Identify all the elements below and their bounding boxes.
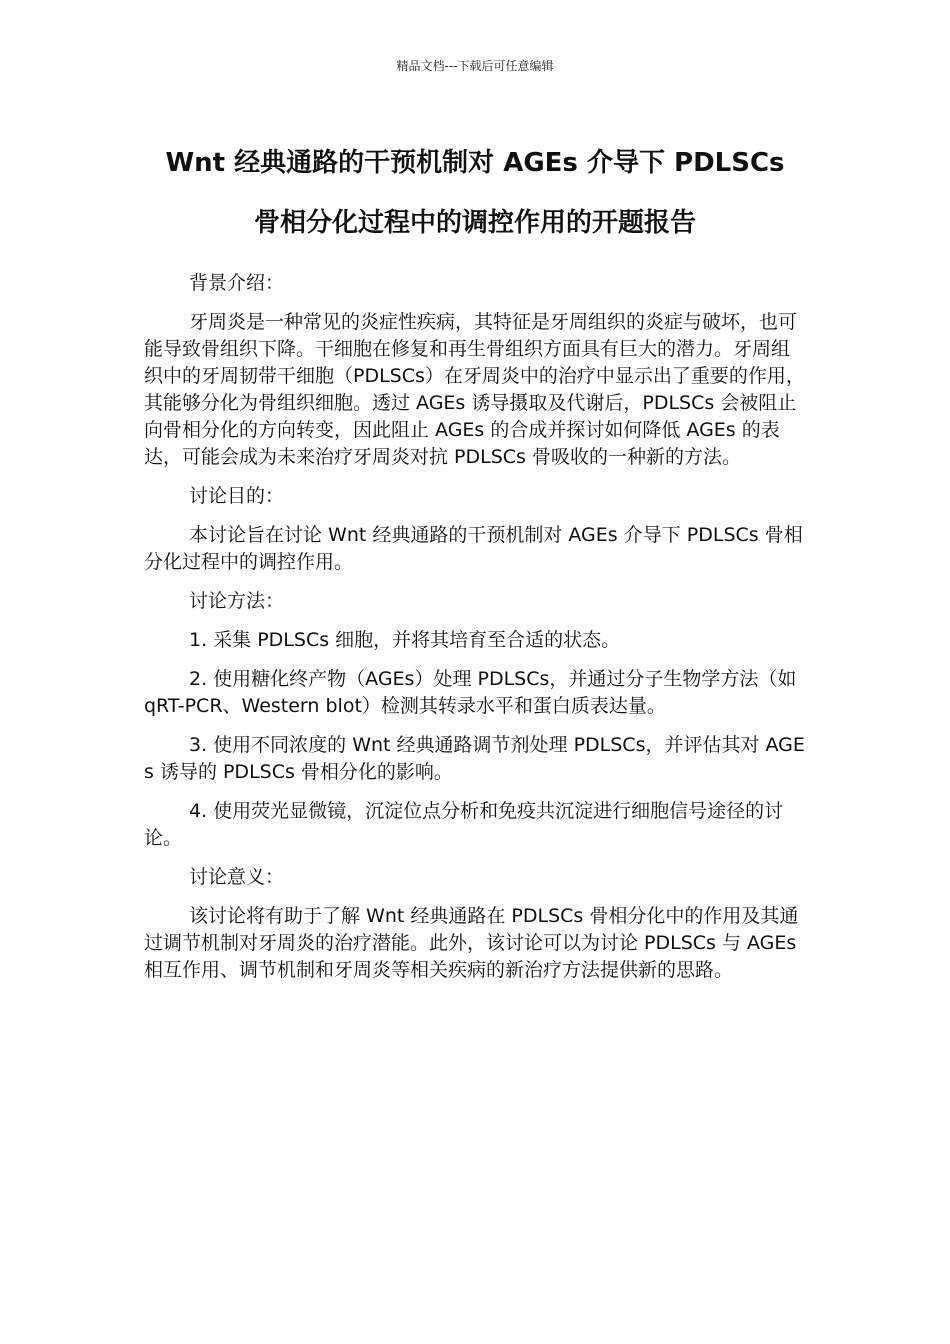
method-heading: 讨论方法： [189,590,285,612]
method-item-1: 1. 采集 PDLSCs 细胞，并将其培育至合适的状态。 [189,629,621,651]
significance-paragraph: 该讨论将有助于了解 Wnt 经典通路在 PDLSCs 骨相分化中的作用及其通过调节机制对牙周炎的治疗潜能。此外，该讨论可以为讨论 PDLSCs 与 AGEs 相互作用、调节机制和牙周炎等相关疾病的新治疗方法提供新的思路。 [144,905,799,981]
significance-heading: 讨论意义： [189,866,285,888]
method-item-2: 2. 使用糖化终产物（AGEs）处理 PDLSCs，并通过分子生物学方法（如 qRT-PCR、Western blot）检测其转录水平和蛋白质表达量。 [144,668,797,717]
background-heading: 背景介绍： [189,272,285,294]
document-body [144,270,808,996]
title-line-1: Wnt 经典通路的干预机制对 AGEs 介导下 PDLSCs [165,148,785,178]
purpose-heading: 讨论目的： [189,485,285,507]
purpose-paragraph: 本讨论旨在讨论 Wnt 经典通路的干预机制对 AGEs 介导下 PDLSCs 骨相分化过程中的调控作用。 [144,524,803,573]
document-title [100,133,850,253]
page-header: 精品文档---下载后可任意编辑 [396,59,554,73]
method-item-4: 4. 使用荧光显微镜，沉淀位点分析和免疫共沉淀进行细胞信号途径的讨论。 [144,800,784,849]
background-paragraph: 牙周炎是一种常见的炎症性疾病，其特征是牙周组织的炎症与破坏，也可能导致骨组织下降。干细胞在修复和再生骨组织方面具有巨大的潜力。牙周组织中的牙周韧带干细胞（PDLSCs）在牙周炎中的治疗中显示出了重要的作用，其能够分化为骨组织细胞。透过 AGEs 诱导摄取及代谢后，PDLSCs 会被阻止向骨相分化的方向转变，因此阻止 AGEs 的合成并探讨如何降低 AGEs 的表达，可能会成为未来治疗牙周炎对抗 PDLSCs 骨吸收的一种新的方法。 [144,311,805,468]
title-line-2: 骨相分化过程中的调控作用的开题报告 [253,208,696,238]
method-item-3: 3. 使用不同浓度的 Wnt 经典通路调节剂处理 PDLSCs，并评估其对 AGEs 诱导的 PDLSCs 骨相分化的影响。 [144,734,805,783]
